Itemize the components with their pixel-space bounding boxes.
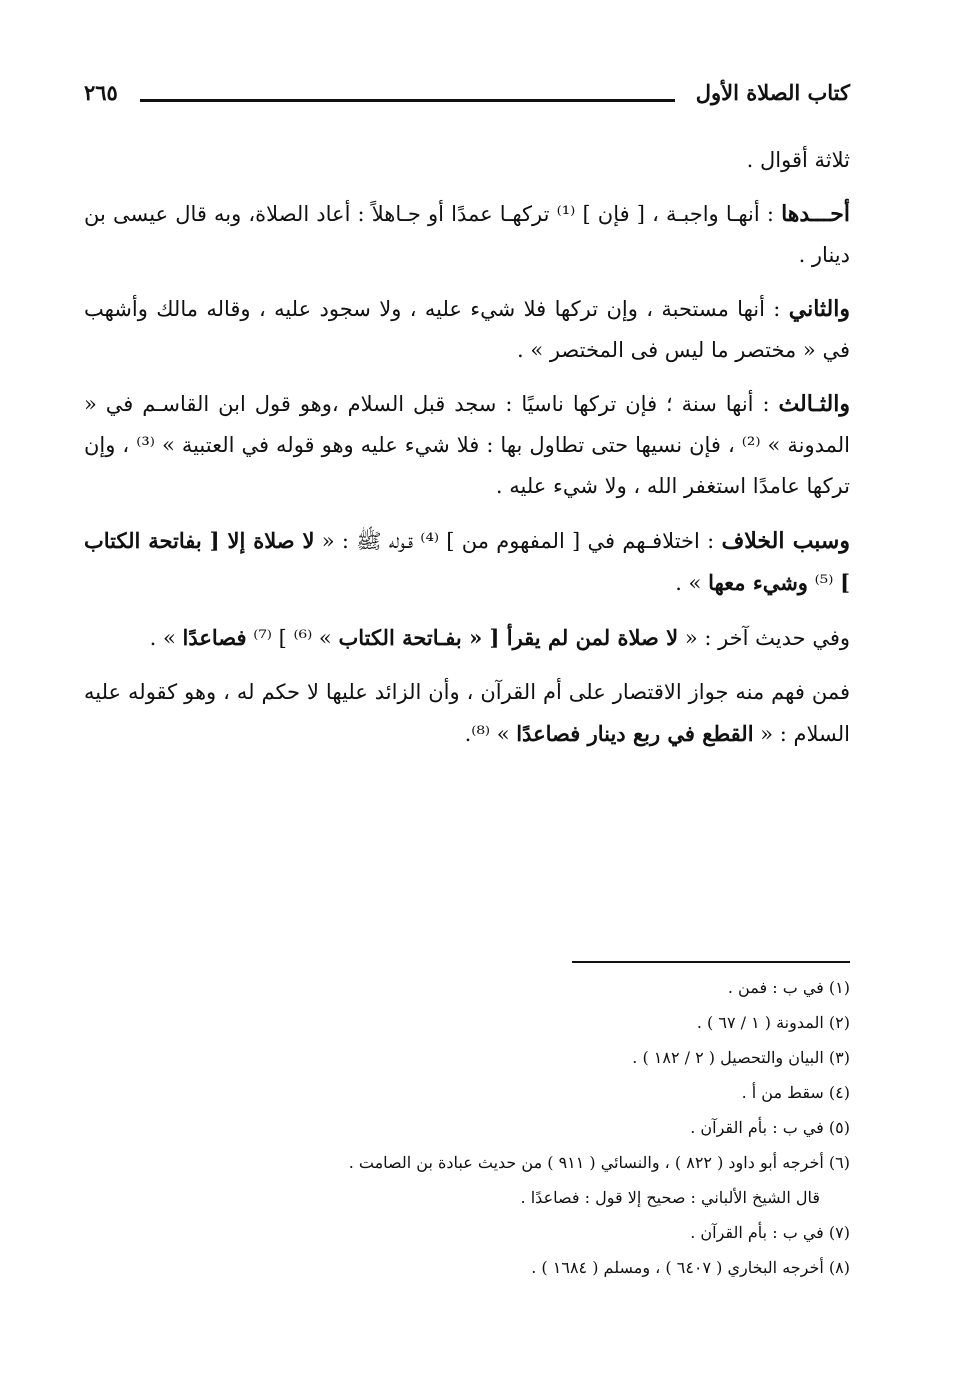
lead-word: وسبب الخلاف <box>721 528 850 554</box>
header-rule <box>140 99 675 102</box>
footnotes <box>84 970 850 1285</box>
footnote-3: (٣) البيان والتحصيل ( ٢ / ١٨٢ ) . <box>632 1048 850 1067</box>
lead-word: والثـالث <box>778 391 850 417</box>
footnote-8: (٨) أخرجه البخاري ( ٦٤٠٧ ) ، ومسلم ( ١٦٨٤ ) . <box>531 1258 850 1277</box>
running-header <box>84 80 850 120</box>
paragraph-conclusion: فمن فهم منه جواز الاقتصار على أم القرآن ، وأن الزائد عليها لا حكم له ، وهو كقوله عليه السلام : « القطع في ربع دينار فصاعدًا » ⁽⁸⁾. <box>84 680 850 746</box>
paragraph-intro: ثلاثة أقوال . <box>746 148 850 172</box>
page-number: ٢٦٥ <box>84 80 118 105</box>
main-text <box>84 140 850 768</box>
paragraph-third-opinion: والثـالث : أنها سنة ؛ فإن تركها ناسيًا : سجد قبل السلام ،وهو قول ابن القاسـم في « المدونة » ⁽²⁾ ، فإن نسيها حتى تطاول بها : فلا شيء عليه وهو قوله في العتبية » ⁽³⁾ ، وإن تركها عامدًا استغفر الله ، ولا شيء عليه . <box>84 391 851 498</box>
paragraph-cause-of-dispute: وسبب الخلاف : اختلافـهم في [ المفهوم من ] ⁽⁴⁾ قـوله ﷺ : « لا صلاة إلا [ بفاتحة الكتاب ] ⁽⁵⁾ وشيء معها » . <box>84 528 850 595</box>
footnote-7: (٧) في ب : بأم القرآن . <box>690 1223 850 1242</box>
chapter-title: كتاب الصلاة الأول <box>695 80 850 105</box>
footnote-separator <box>572 961 850 963</box>
paragraph-second-opinion: والثاني : أنها مستحبة ، وإن تركها فلا شيء عليه ، ولا سجود عليه ، وقاله مالك وأشهب في « مختصر ما ليس فى المختصر » . <box>84 296 850 362</box>
footnote-1: (١) في ب : فمن . <box>727 978 850 997</box>
footnote-2: (٢) المدونة ( ١ / ٦٧ ) . <box>696 1013 850 1032</box>
hadith-text: لا صلاة لمن لم يقرأ [ « بفـاتحة الكتاب <box>338 625 679 650</box>
footnote-5: (٥) في ب : بأم القرآن . <box>690 1118 850 1137</box>
footnote-4: (٤) سقط من أ . <box>741 1083 850 1102</box>
hadith-text: لا صلاة إلا [ بفاتحة الكتاب ] <box>84 528 850 595</box>
lead-word: أحـــدها <box>781 201 850 227</box>
paragraph-first-opinion: أحـــدها : أنهـا واجبـة ، [ فإن ] ⁽¹⁾ تركهـا عمدًا أو جـاهلاً : أعاد الصلاة، وبه قال عيسى بن دينار . <box>84 201 850 267</box>
hadith-text: وشيء معها <box>708 570 808 595</box>
hadith-text: فصاعدًا <box>182 625 247 650</box>
lead-word: والثاني <box>788 296 850 322</box>
paragraph-other-hadith: وفي حديث آخر : « لا صلاة لمن لم يقرأ [ « بفـاتحة الكتاب » ⁽⁶⁾ ] ⁽⁷⁾ فصاعدًا » . <box>149 625 850 650</box>
footnote-6: (٦) أخرجه أبو داود ( ٨٢٢ ) ، والنسائي ( ٩١١ ) من حديث عبادة بن الصامت . <box>348 1153 850 1172</box>
footnote-6-note: قال الشيخ الألباني : صحيح إلا قول : فصاعدًا . <box>520 1188 820 1207</box>
hadith-text: القطع في ربع دينار فصاعدًا <box>516 721 754 746</box>
